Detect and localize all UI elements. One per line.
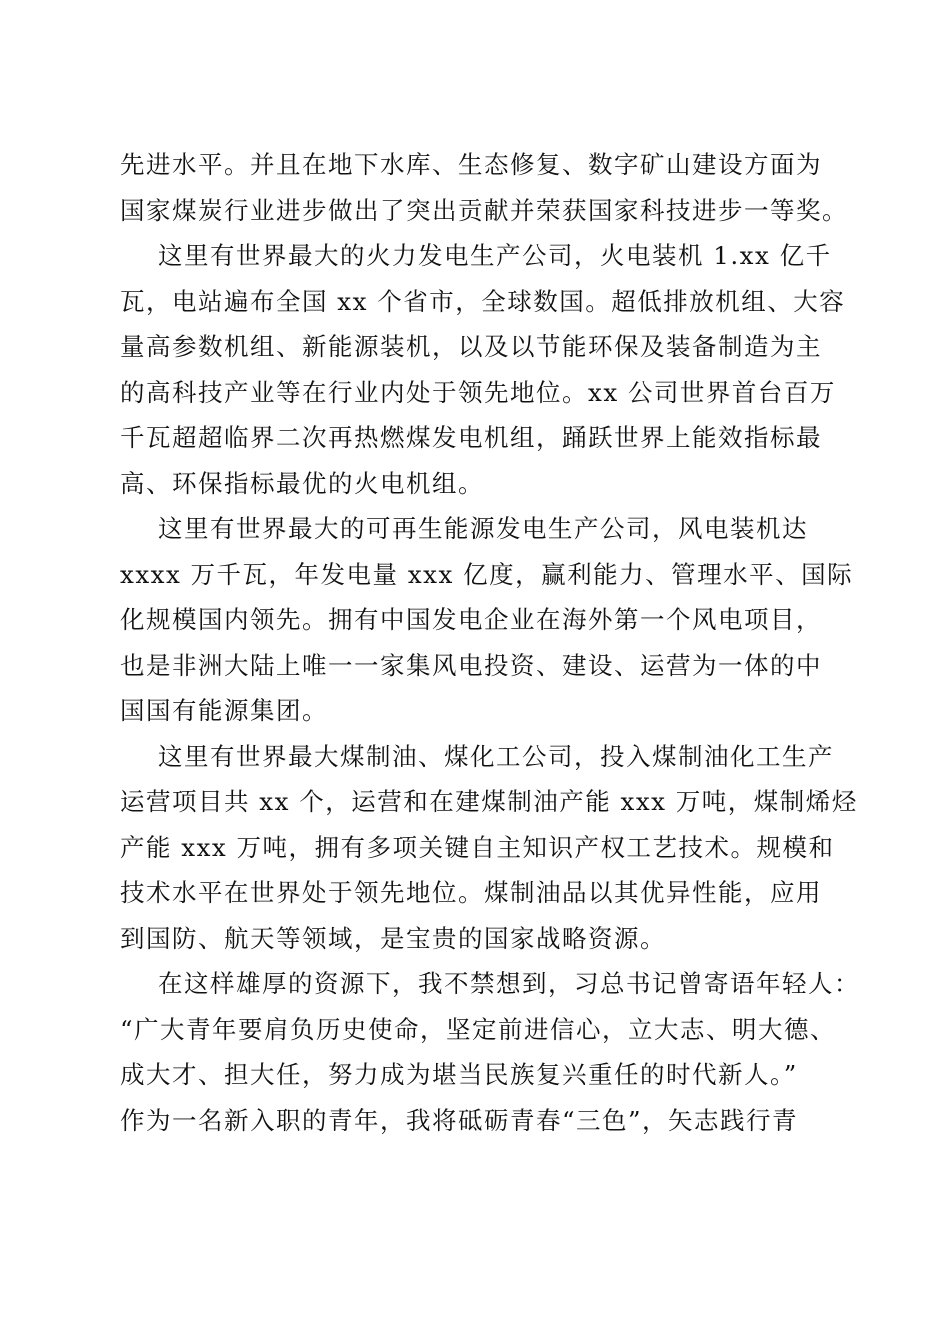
text-line: 成大才、担大任，努力成为堪当民族复兴重任的时代新人。” xyxy=(120,1060,798,1089)
text-line: “广大青年要肩负历史使命，坚定前进信心，立大志、明大德、 xyxy=(120,1014,837,1044)
text-line: 的高科技产业等在行业内处于领先地位。xx 公司世界首台百万 xyxy=(120,377,836,407)
text-line: 作为一名新入职的青年，我将砥砺青春“三色”，矢志践行青 xyxy=(120,1105,799,1135)
text-line: 也是非洲大陆上唯一一家集风电投资、建设、运营为一体的中 xyxy=(120,650,822,680)
text-line: 高、环保指标最优的火电机组。 xyxy=(120,468,484,498)
paragraph-start-line: 这里有世界最大煤制油、煤化工公司，投入煤制油化工生产 xyxy=(158,741,834,771)
text-line: 产能 xxx 万吨，拥有多项关键自主知识产权工艺技术。规模和 xyxy=(120,832,835,862)
text-line: 国国有能源集团。 xyxy=(120,696,328,725)
text-line: 到国防、航天等领域，是宝贵的国家战略资源。 xyxy=(120,923,666,953)
text-line: 先进水平。并且在地下水库、生态修复、数字矿山建设方面为 xyxy=(120,150,822,179)
paragraph-start-line: 这里有世界最大的可再生能源发电生产公司，风电装机达 xyxy=(158,514,808,543)
text-line: 量高参数机组、新能源装机，以及以节能环保及装备制造为主 xyxy=(120,332,822,361)
text-line: 技术水平在世界处于领先地位。煤制油品以其优异性能，应用 xyxy=(120,878,822,907)
body-text xyxy=(120,142,860,1143)
text-line: 化规模国内领先。拥有中国发电企业在海外第一个风电项目， xyxy=(120,605,822,634)
text-line: 国家煤炭行业进步做出了突出贡献并荣获国家科技进步一等奖。 xyxy=(120,195,848,225)
paragraph-start-line: 在这样雄厚的资源下，我不禁想到，习总书记曾寄语年轻人： xyxy=(158,969,860,998)
text-line: 千瓦超超临界二次再热燃煤发电机组，踊跃世界上能效指标最 xyxy=(120,423,822,452)
text-line: xxxx 万千瓦，年发电量 xxx 亿度，赢利能力、管理水平、国际 xyxy=(120,559,854,589)
paragraph-start-line: 这里有世界最大的火力发电生产公司，火电装机 1.xx 亿千 xyxy=(158,241,832,270)
text-line: 瓦，电站遍布全国 xx 个省市，全球数国。超低排放机组、大容 xyxy=(120,286,846,316)
text-line: 运营项目共 xx 个，运营和在建煤制油产能 xxx 万吨，煤制烯烃 xyxy=(120,787,858,816)
